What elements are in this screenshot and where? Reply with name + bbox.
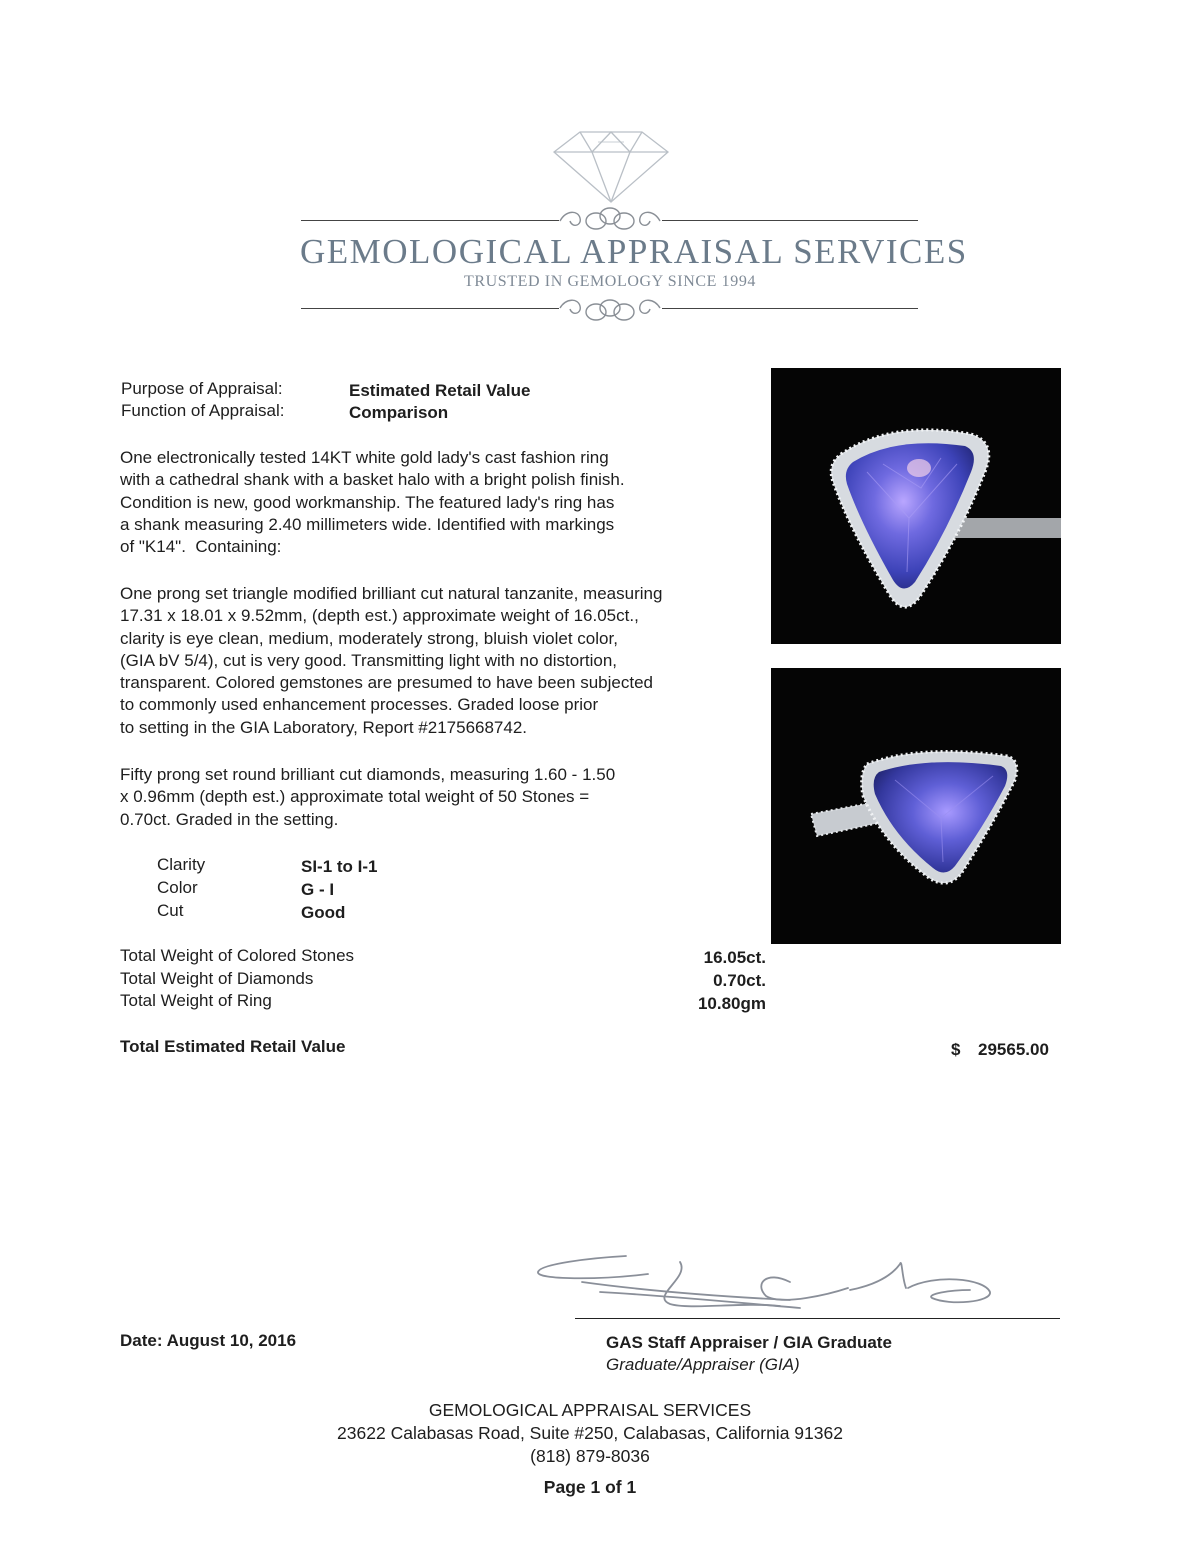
ring-photo-top [771,368,1061,644]
cut-value: Good [301,903,346,922]
ring-photo-bottom [771,668,1061,944]
appraiser-title: GAS Staff Appraiser / GIA Graduate [606,1333,892,1352]
header-rule-top-left [301,220,559,221]
color-value: G - I [301,880,335,899]
function-value: Comparison [349,403,449,422]
appraiser-subtitle: Graduate/Appraiser (GIA) [606,1355,800,1374]
signature-line [575,1318,1060,1319]
total-value-label: Total Estimated Retail Value [120,1037,346,1056]
diamonds-description: Fifty prong set round brilliant cut diamonds, measuring 1.60 - 1.50 x 0.96mm (depth est.) approximate total weight of 50 Stones = 0.70ct. Graded in the setting. [120,765,616,829]
weight-colored-stones-label: Total Weight of Colored Stones [120,946,355,965]
ring-top-view-image [771,368,1061,644]
clarity-label: Clarity [157,855,206,874]
header-rule-bottom-left [301,308,559,309]
cut-label: Cut [157,901,184,920]
total-value-currency: $ [951,1040,961,1059]
function-label: Function of Appraisal: [121,401,285,420]
weight-diamonds-label: Total Weight of Diamonds [120,969,314,988]
footer-address: 23622 Calabasas Road, Suite #250, Calabasas, California 91362 [337,1423,843,1443]
total-value-amount: 29565.00 [978,1040,1049,1059]
brand-name: GEMOLOGICAL APPRAISAL SERVICES [300,232,968,271]
purpose-value: Estimated Retail Value [349,381,531,400]
weight-ring-label: Total Weight of Ring [120,991,272,1010]
weight-diamonds-value: 0.70ct. [713,971,766,990]
diamond-outline-icon [550,128,672,204]
color-label: Color [157,878,198,897]
clarity-value: SI-1 to I-1 [301,857,378,876]
scroll-ornament-icon [556,292,664,324]
header-rule-bottom-right [662,308,918,309]
footer-company-name: GEMOLOGICAL APPRAISAL SERVICES [428,1400,752,1420]
ring-angle-view-image [771,668,1061,944]
handwritten-signature [530,1244,1000,1326]
brand-tagline: TRUSTED IN GEMOLOGY SINCE 1994 [463,273,757,290]
weight-colored-stones-value: 16.05ct. [703,948,766,967]
ring-description: One electronically tested 14KT white gold lady's cast fashion ring with a cathedral shank with a basket halo with a bright polish finish. Condition is new, good workmanship. The featured lady's ring has a shank measuring 2.40 millimeters wide. Identified with markings of "K14". Containing: [120,448,625,557]
purpose-label: Purpose of Appraisal: [121,379,283,398]
tanzanite-description: One prong set triangle modified brilliant cut natural tanzanite, measuring 17.31 x 18.01 x 9.52mm, (depth est.) approximate weight of 16.05ct., clarity is eye clean, medium, moderately strong, bluish violet color, (GIA bV 5/4), cut is very good. Transmitting light with no distortion, transparent. Colored gemstones are presumed to have been subjected to commonly used enhancement processes. Graded loose prior to setting in the GIA Laboratory, Report #2175668742. [120,584,663,737]
appraisal-date: Date: August 10, 2016 [120,1331,297,1350]
weight-ring-value: 10.80gm [697,994,766,1013]
footer-phone: (818) 879-8036 [530,1446,650,1466]
page-indicator: Page 1 of 1 [543,1477,637,1497]
header-rule-top-right [662,220,918,221]
